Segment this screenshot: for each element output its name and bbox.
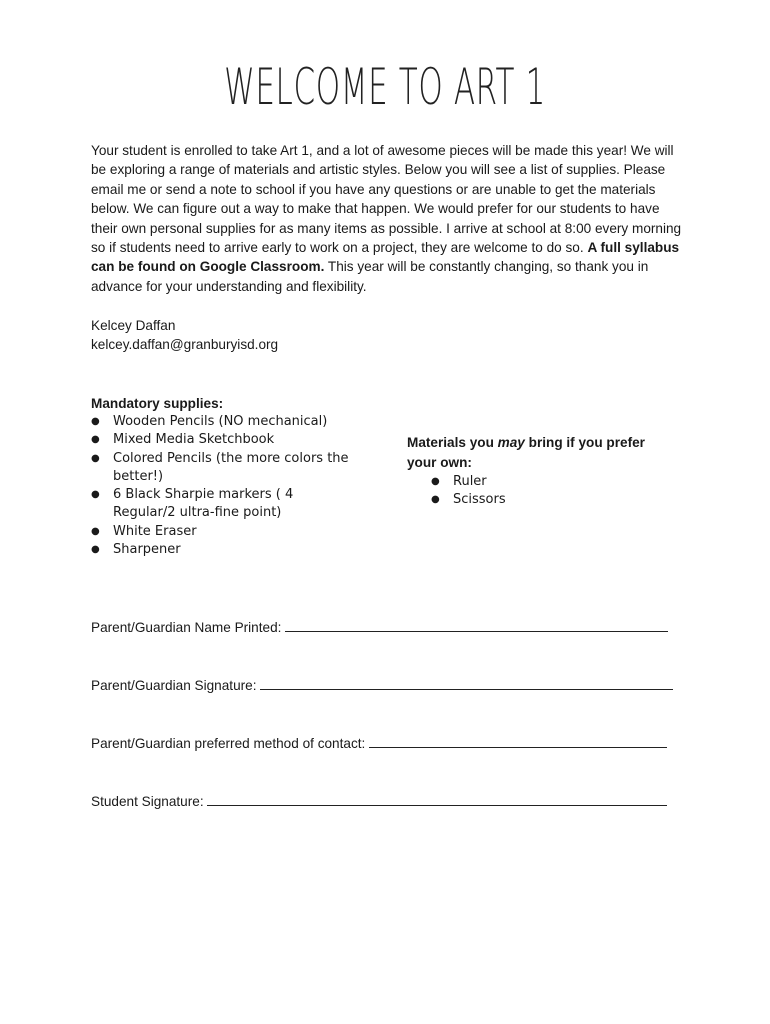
parent-name-label: Parent/Guardian Name Printed: [91,620,282,635]
contact-method-blank[interactable] [369,735,667,748]
teacher-name: Kelcey Daffan [91,318,176,333]
parent-signature-blank[interactable] [260,677,673,690]
student-signature-label: Student Signature: [91,794,204,809]
intro-text: Your student is enrolled to take Art 1, and a lot of awesome pieces will be made this year! We will be exploring a range of materials and artistic styles. Below you will see a list of supplies. Please email me or send a note to school if you have any questions or are unable to get the materials below. We can figure out a way to make that happen. We would prefer for our students to have their own personal supplies for as many items as possible. I arrive at school at 8:00 every morning so if students need to arrive early to work on a project, they are welcome to do so. [91,143,682,256]
bullet-icon: ● [91,434,100,446]
list-item [407,491,677,509]
item-text: Mixed Media Sketchbook [113,432,275,448]
syllabus-note: A full syllabus can be found on Google Classroom. [91,240,680,275]
contact-method-label: Parent/Guardian preferred method of contact: [91,736,366,751]
optional-heading-text: Materials you [407,435,498,450]
item-text: Wooden Pencils (NO mechanical) [113,414,328,429]
intro-closing-text: This year will be constantly changing, so thank you in advance for your understanding and flexibility. [91,259,649,294]
bullet-icon: ● [431,476,440,487]
item-text: Colored Pencils (the more colors the better!) [113,450,349,484]
mandatory-heading: Mandatory supplies: [91,396,224,411]
mandatory-list [91,413,366,559]
list-item [91,541,353,559]
item-text: Scissors [453,492,506,508]
bullet-icon: ● [91,525,100,537]
list-item [407,473,677,491]
bullet-icon: ● [91,416,100,427]
teacher-contact [91,316,278,355]
parent-signature-field [91,677,673,693]
parent-signature-label: Parent/Guardian Signature: [91,678,257,693]
optional-heading-emphasis: may [497,435,525,450]
item-text: 6 Black Sharpie markers ( 4 Regular/2 ultra-fine point) [113,487,294,521]
intro-paragraph [91,141,687,296]
optional-supplies [407,433,677,510]
optional-heading-rest: bring if you prefer your own: [407,435,645,470]
parent-name-field [91,619,668,635]
list-item [91,413,353,431]
list-item [91,523,353,541]
bullet-icon: ● [431,494,440,506]
mandatory-supplies [91,394,366,559]
teacher-email: kelcey.daffan@granburyisd.org [91,337,279,353]
page-title: WELCOME TO ART 1 [224,58,546,116]
parent-name-blank[interactable] [285,619,668,632]
bullet-icon: ● [91,452,100,464]
bullet-icon: ● [91,489,100,501]
optional-list [407,473,677,510]
list-item [91,431,353,449]
student-signature-blank[interactable] [207,793,667,806]
bullet-icon: ● [91,544,100,556]
list-item [91,450,353,487]
item-text: Ruler [453,474,487,489]
optional-heading [407,433,677,473]
list-item [91,486,353,523]
contact-method-field [91,735,667,751]
student-signature-field [91,793,667,809]
item-text: White Eraser [113,523,197,539]
item-text: Sharpener [113,542,181,558]
